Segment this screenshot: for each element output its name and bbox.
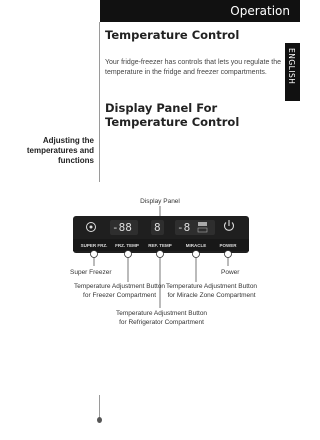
callout-fridge-button [116, 309, 207, 327]
callout-power: Power [221, 269, 240, 276]
super-frz-button[interactable] [91, 251, 98, 258]
callout-freezer-line2: for Freezer Compartment [83, 292, 157, 299]
callout-freezer-line1: Temperature Adjustment Button [74, 283, 166, 290]
side-heading-line2: temperatures and [26, 146, 94, 155]
miracle-button-label: MIRACLE [185, 243, 207, 248]
language-tab-label: ENGLISH [287, 48, 296, 85]
callout-miracle-line2: for Miracle Zone Compartment [167, 292, 256, 299]
frz-temp-button-label: FRZ. TEMP [115, 243, 139, 248]
super-frz-button-label: SUPER FRZ. [80, 243, 108, 248]
side-heading-line3: functions [58, 156, 94, 165]
side-heading-line1: Adjusting the [42, 136, 94, 145]
header-title: Operation [230, 4, 290, 18]
callout-super-freezer: Super Freezer [70, 269, 112, 276]
miracle-button[interactable] [193, 251, 200, 258]
callout-fridge-line1: Temperature Adjustment Button [116, 310, 208, 317]
panel-caption: Display Panel [140, 198, 180, 205]
fridge-display-digits: 8 [154, 221, 161, 234]
frz-temp-button[interactable] [125, 251, 132, 258]
ref-temp-button-label: REF. TEMP [148, 243, 172, 248]
power-button[interactable] [225, 251, 232, 258]
ref-temp-button[interactable] [157, 251, 164, 258]
miracle-display-digits: -8 [177, 221, 191, 234]
callout-fridge-line2: for Refrigerator Compartment [119, 319, 204, 326]
freezer-display-digits: -88 [112, 221, 132, 234]
power-button-label: POWER [219, 243, 237, 248]
section-title-display-panel-line1: Display Panel For [105, 101, 218, 115]
section-body: Your fridge-freezer has controls that lets you regulate the temperature in the fridge and freezer compartments. [105, 59, 282, 76]
callout-freezer-button [74, 282, 165, 300]
section-title-temperature-control: Temperature Control [105, 28, 240, 42]
callout-miracle-line1: Temperature Adjustment Button [166, 283, 258, 290]
section-title-display-panel-line2: Temperature Control [105, 115, 240, 129]
callout-miracle-button [166, 282, 257, 300]
